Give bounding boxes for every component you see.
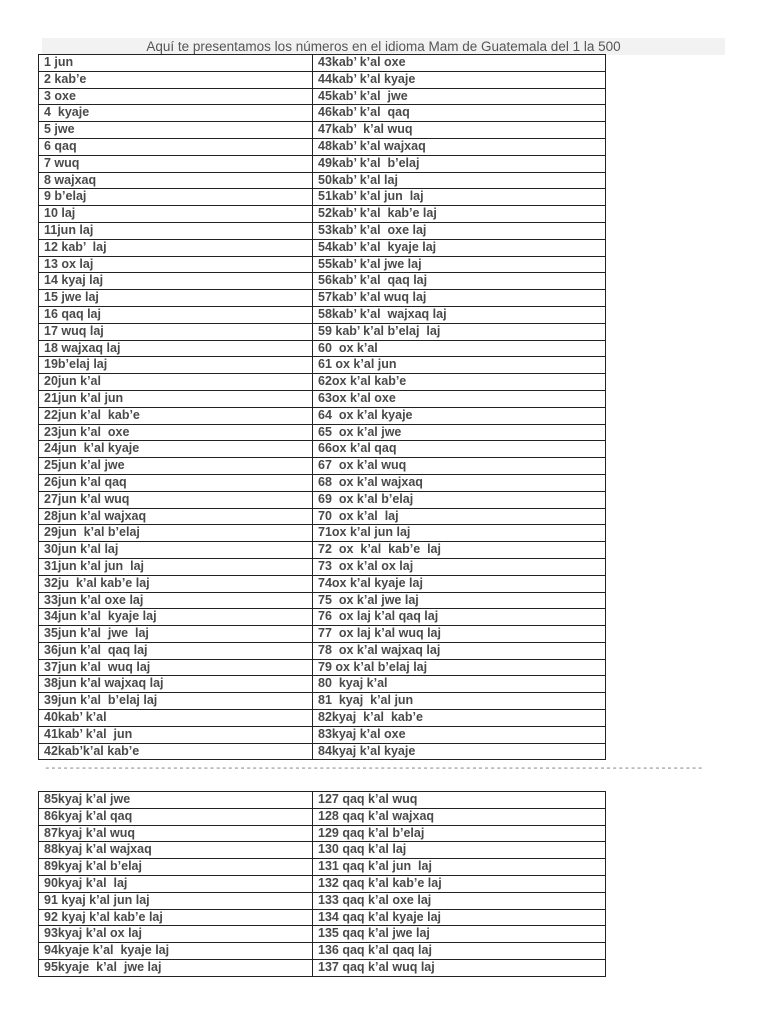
- table-row: [39, 825, 606, 842]
- number-cell-right: 129 qaq k’al b’elaj: [313, 825, 606, 842]
- number-cell-left: 19b’elaj laj: [39, 357, 313, 374]
- table-row: [39, 792, 606, 809]
- number-cell-right: 45kab’ k’al jwe: [313, 88, 606, 105]
- number-cell-left: 20jun k’al: [39, 374, 313, 391]
- number-cell-left: 21jun k’al jun: [39, 390, 313, 407]
- number-cell-right: 127 qaq k’al wuq: [313, 792, 606, 809]
- number-cell-left: 18 wajxaq laj: [39, 340, 313, 357]
- table-row: [39, 926, 606, 943]
- number-cell-right: 84kyaj k’al kyaje: [313, 743, 606, 760]
- number-cell-left: 87kyaj k’al wuq: [39, 825, 313, 842]
- table-row: [39, 239, 606, 256]
- table-row: [39, 909, 606, 926]
- number-cell-right: 44kab’ k’al kyaje: [313, 71, 606, 88]
- number-cell-right: 134 qaq k’al kyaje laj: [313, 909, 606, 926]
- table-row: [39, 357, 606, 374]
- number-cell-left: 23jun k’al oxe: [39, 424, 313, 441]
- number-cell-right: 59 kab’ k’al b’elaj laj: [313, 323, 606, 340]
- table-row: [39, 138, 606, 155]
- number-cell-right: 48kab’ k’al wajxaq: [313, 138, 606, 155]
- number-cell-left: 26jun k’al qaq: [39, 474, 313, 491]
- table-row: [39, 892, 606, 909]
- number-cell-right: 52kab’ k’al kab’e laj: [313, 206, 606, 223]
- number-cell-right: 73 ox k’al ox laj: [313, 558, 606, 575]
- number-cell-left: 22jun k’al kab’e: [39, 407, 313, 424]
- number-cell-right: 128 qaq k’al wajxaq: [313, 808, 606, 825]
- number-cell-left: 11jun laj: [39, 222, 313, 239]
- number-cell-right: 136 qaq k’al qaq laj: [313, 943, 606, 960]
- number-cell-right: 135 qaq k’al jwe laj: [313, 926, 606, 943]
- table-row: [39, 808, 606, 825]
- table-row: [39, 256, 606, 273]
- number-cell-right: 77 ox laj k’al wuq laj: [313, 626, 606, 643]
- number-cell-left: 7 wuq: [39, 155, 313, 172]
- table-row: [39, 189, 606, 206]
- number-cell-right: 68 ox k’al wajxaq: [313, 474, 606, 491]
- number-cell-left: 6 qaq: [39, 138, 313, 155]
- table-row: [39, 609, 606, 626]
- table-row: [39, 155, 606, 172]
- table-row: [39, 592, 606, 609]
- number-cell-right: 71ox k’al jun laj: [313, 525, 606, 542]
- table-row: [39, 122, 606, 139]
- number-cell-right: 57kab’ k’al wuq laj: [313, 290, 606, 307]
- table-row: [39, 474, 606, 491]
- number-cell-right: 50kab’ k’al laj: [313, 172, 606, 189]
- number-cell-left: 13 ox laj: [39, 256, 313, 273]
- number-cell-left: 8 wajxaq: [39, 172, 313, 189]
- table-row: [39, 374, 606, 391]
- table-row: [39, 710, 606, 727]
- number-cell-left: 35jun k’al jwe laj: [39, 626, 313, 643]
- table-row: [39, 424, 606, 441]
- table-row: [39, 306, 606, 323]
- number-cell-right: 132 qaq k’al kab’e laj: [313, 875, 606, 892]
- number-cell-right: 60 ox k’al: [313, 340, 606, 357]
- number-cell-right: 62ox k’al kab’e: [313, 374, 606, 391]
- number-cell-right: 53kab’ k’al oxe laj: [313, 222, 606, 239]
- table-row: [39, 542, 606, 559]
- number-cell-left: 88kyaj k’al wajxaq: [39, 842, 313, 859]
- number-cell-right: 66ox k’al qaq: [313, 441, 606, 458]
- number-cell-right: 80 kyaj k’al: [313, 676, 606, 693]
- number-cell-left: 12 kab’ laj: [39, 239, 313, 256]
- table-row: [39, 323, 606, 340]
- number-cell-right: 133 qaq k’al oxe laj: [313, 892, 606, 909]
- table-row: [39, 525, 606, 542]
- table-row: [39, 859, 606, 876]
- number-cell-right: 46kab’ k’al qaq: [313, 105, 606, 122]
- numbers-table-85-137: [38, 791, 606, 977]
- table-row: [39, 273, 606, 290]
- number-cell-left: 95kyaje k’al jwe laj: [39, 959, 313, 976]
- table-row: [39, 458, 606, 475]
- number-cell-right: 58kab’ k’al wajxaq laj: [313, 306, 606, 323]
- number-cell-right: 63ox k’al oxe: [313, 390, 606, 407]
- table-row: [39, 659, 606, 676]
- number-cell-right: 69 ox k’al b’elaj: [313, 491, 606, 508]
- number-cell-right: 55kab’ k’al jwe laj: [313, 256, 606, 273]
- number-cell-right: 56kab’ k’al qaq laj: [313, 273, 606, 290]
- table-row: [39, 642, 606, 659]
- number-cell-right: 43kab’ k’al oxe: [313, 55, 606, 72]
- table-row: [39, 693, 606, 710]
- table-row: [39, 407, 606, 424]
- number-cell-left: 1 jun: [39, 55, 313, 72]
- table-row: [39, 959, 606, 976]
- table-row: [39, 943, 606, 960]
- number-cell-right: 72 ox k’al kab’e laj: [313, 542, 606, 559]
- table-row: [39, 105, 606, 122]
- number-cell-left: 5 jwe: [39, 122, 313, 139]
- number-cell-left: 38jun k’al wajxaq laj: [39, 676, 313, 693]
- number-cell-left: 89kyaj k’al b’elaj: [39, 859, 313, 876]
- table-row: [39, 340, 606, 357]
- number-cell-right: 79 ox k’al b’elaj laj: [313, 659, 606, 676]
- number-cell-right: 74ox k’al kyaje laj: [313, 575, 606, 592]
- number-cell-right: 82kyaj k’al kab’e: [313, 710, 606, 727]
- table-row: [39, 491, 606, 508]
- number-cell-left: 9 b’elaj: [39, 189, 313, 206]
- table-row: [39, 441, 606, 458]
- table-row: [39, 842, 606, 859]
- table-row: [39, 222, 606, 239]
- table-row: [39, 575, 606, 592]
- number-cell-left: 86kyaj k’al qaq: [39, 808, 313, 825]
- number-cell-right: 49kab’ k’al b’elaj: [313, 155, 606, 172]
- number-cell-right: 130 qaq k’al laj: [313, 842, 606, 859]
- number-cell-left: 3 oxe: [39, 88, 313, 105]
- number-cell-right: 83kyaj k’al oxe: [313, 726, 606, 743]
- number-cell-left: 37jun k’al wuq laj: [39, 659, 313, 676]
- number-cell-left: 90kyaj k’al laj: [39, 875, 313, 892]
- dashed-divider: ------------------------------------------------------------------------------------------------------------: [44, 763, 703, 775]
- number-cell-right: 47kab’ k’al wuq: [313, 122, 606, 139]
- page-title: Aquí te presentamos los números en el idioma Mam de Guatemala del 1 la 500: [42, 38, 725, 55]
- table-row: [39, 206, 606, 223]
- number-cell-left: 40kab’ k’al: [39, 710, 313, 727]
- number-cell-right: 65 ox k’al jwe: [313, 424, 606, 441]
- number-cell-left: 2 kab’e: [39, 71, 313, 88]
- number-cell-right: 78 ox k’al wajxaq laj: [313, 642, 606, 659]
- number-cell-right: 131 qaq k’al jun laj: [313, 859, 606, 876]
- number-cell-left: 34jun k’al kyaje laj: [39, 609, 313, 626]
- table-row: [39, 558, 606, 575]
- table-row: [39, 726, 606, 743]
- number-cell-left: 32ju k’al kab’e laj: [39, 575, 313, 592]
- table-row: [39, 71, 606, 88]
- number-cell-left: 25jun k’al jwe: [39, 458, 313, 475]
- table-row: [39, 875, 606, 892]
- numbers-table-1-84: [38, 54, 606, 760]
- number-cell-left: 30jun k’al laj: [39, 542, 313, 559]
- number-cell-left: 91 kyaj k’al jun laj: [39, 892, 313, 909]
- number-cell-right: 54kab’ k’al kyaje laj: [313, 239, 606, 256]
- number-cell-right: 137 qaq k’al wuq laj: [313, 959, 606, 976]
- number-cell-left: 17 wuq laj: [39, 323, 313, 340]
- table-row: [39, 172, 606, 189]
- number-cell-left: 41kab’ k’al jun: [39, 726, 313, 743]
- number-cell-left: 28jun k’al wajxaq: [39, 508, 313, 525]
- number-cell-right: 64 ox k’al kyaje: [313, 407, 606, 424]
- number-cell-left: 31jun k’al jun laj: [39, 558, 313, 575]
- number-cell-left: 27jun k’al wuq: [39, 491, 313, 508]
- table-row: [39, 626, 606, 643]
- number-cell-right: 76 ox laj k’al qaq laj: [313, 609, 606, 626]
- number-cell-right: 67 ox k’al wuq: [313, 458, 606, 475]
- table-row: [39, 88, 606, 105]
- table-row: [39, 676, 606, 693]
- number-cell-left: 15 jwe laj: [39, 290, 313, 307]
- number-cell-left: 85kyaj k’al jwe: [39, 792, 313, 809]
- table-row: [39, 743, 606, 760]
- number-cell-left: 39jun k’al b’elaj laj: [39, 693, 313, 710]
- table-row: [39, 508, 606, 525]
- number-cell-left: 93kyaj k’al ox laj: [39, 926, 313, 943]
- table-row: [39, 290, 606, 307]
- number-cell-left: 14 kyaj laj: [39, 273, 313, 290]
- number-cell-left: 4 kyaje: [39, 105, 313, 122]
- number-cell-left: 42kab’k’al kab’e: [39, 743, 313, 760]
- number-cell-right: 70 ox k’al laj: [313, 508, 606, 525]
- number-cell-left: 24jun k’al kyaje: [39, 441, 313, 458]
- number-cell-left: 92 kyaj k’al kab’e laj: [39, 909, 313, 926]
- number-cell-right: 51kab’ k’al jun laj: [313, 189, 606, 206]
- number-cell-left: 33jun k’al oxe laj: [39, 592, 313, 609]
- number-cell-left: 10 laj: [39, 206, 313, 223]
- number-cell-left: 36jun k’al qaq laj: [39, 642, 313, 659]
- number-cell-right: 81 kyaj k’al jun: [313, 693, 606, 710]
- number-cell-right: 75 ox k’al jwe laj: [313, 592, 606, 609]
- table-row: [39, 55, 606, 72]
- table-row: [39, 390, 606, 407]
- number-cell-left: 29jun k’al b’elaj: [39, 525, 313, 542]
- number-cell-left: 94kyaje k’al kyaje laj: [39, 943, 313, 960]
- number-cell-left: 16 qaq laj: [39, 306, 313, 323]
- number-cell-right: 61 ox k’al jun: [313, 357, 606, 374]
